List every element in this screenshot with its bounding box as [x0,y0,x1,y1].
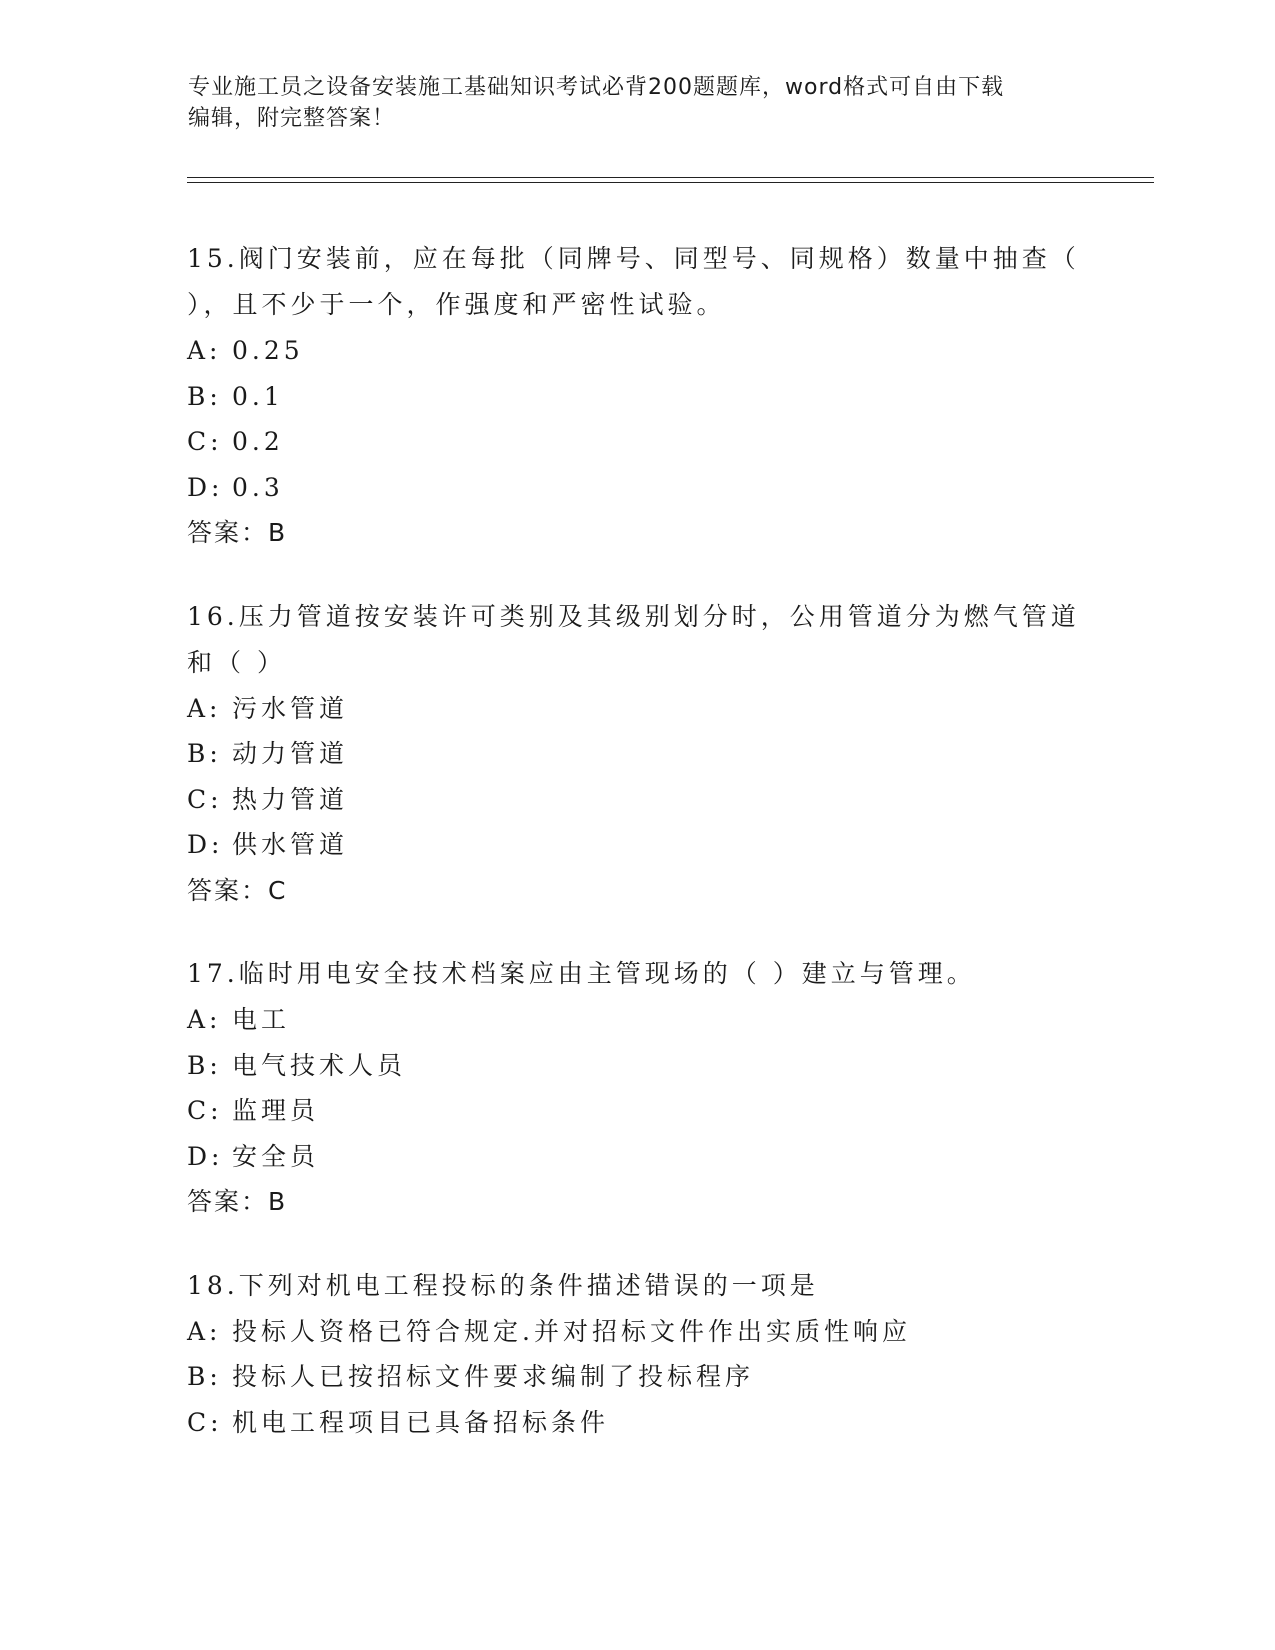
option-text: 0.1 [232,381,284,411]
option-key: D: [187,472,224,502]
header-text-line-1: 专业施工员之设备安装施工基础知识考试必背200题题库，word格式可自由下载 [188,75,1005,100]
option-text: 动力管道 [232,739,349,768]
option-c [187,1088,1087,1134]
option-c [187,419,1087,465]
option-b [187,1354,1087,1400]
answer: 答案：C [187,875,288,905]
question-15 [187,236,1087,556]
question-list [187,236,1087,1483]
option-key: A: [187,1005,222,1034]
option-b [187,731,1087,777]
option-c [187,777,1087,823]
option-text: 投标人资格已符合规定.并对招标文件作出实质性响应 [232,1316,911,1346]
option-d [187,1134,1087,1180]
document-header [188,72,1088,134]
question-17 [187,951,1087,1225]
question-stem-line-1: 18.下列对机电工程投标的条件描述错误的一项是 [187,1270,819,1300]
option-key: B: [187,381,222,411]
header-divider-bottom [187,182,1154,183]
option-b [187,1043,1087,1089]
option-text: 电工 [232,1005,291,1034]
option-key: C: [187,1407,223,1437]
question-stem-line-2: 和（ ） [187,647,286,677]
answer: 答案：B [187,518,288,547]
question-16 [187,594,1087,914]
option-key: A: [187,1316,222,1346]
option-key: C: [187,1096,223,1125]
option-text: 监理员 [232,1096,320,1125]
option-d [187,822,1087,868]
header-text-line-2: 编辑，附完整答案！ [188,106,396,131]
option-text: 安全员 [232,1141,320,1171]
option-key: D: [187,830,224,859]
question-stem-line-2: ），且不少于一个，作强度和严密性试验。 [187,290,726,319]
option-text: 投标人已按招标文件要求编制了投标程序 [232,1362,755,1391]
question-stem-line-1: 17.临时用电安全技术档案应由主管现场的（ ）建立与管理。 [187,959,976,988]
option-key: A: [187,336,222,365]
option-key: B: [187,1362,222,1391]
option-text: 0.25 [232,336,304,365]
option-key: D: [187,1141,224,1171]
answer: 答案：B [187,1187,288,1216]
option-key: C: [187,427,223,456]
option-a [187,328,1087,374]
option-text: 污水管道 [232,693,349,723]
header-divider-top [187,177,1154,178]
question-stem-line-1: 16.压力管道按安装许可类别及其级别划分时，公用管道分为燃气管道 [187,601,1080,631]
option-text: 0.2 [232,427,284,456]
option-text: 电气技术人员 [232,1050,407,1080]
option-text: 热力管道 [232,784,349,814]
option-key: B: [187,739,222,768]
option-key: B: [187,1050,222,1080]
question-stem-line-1: 15.阀门安装前，应在每批（同牌号、同型号、同规格）数量中抽查（ [187,244,1080,273]
option-a [187,686,1087,732]
option-a [187,997,1087,1043]
option-a [187,1309,1087,1355]
option-key: C: [187,784,223,814]
question-18 [187,1263,1087,1446]
option-text: 供水管道 [232,830,349,859]
option-key: A: [187,693,222,723]
option-b [187,374,1087,420]
option-c [187,1400,1087,1446]
option-d [187,465,1087,511]
option-text: 机电工程项目已具备招标条件 [232,1407,610,1437]
option-text: 0.3 [232,472,284,502]
